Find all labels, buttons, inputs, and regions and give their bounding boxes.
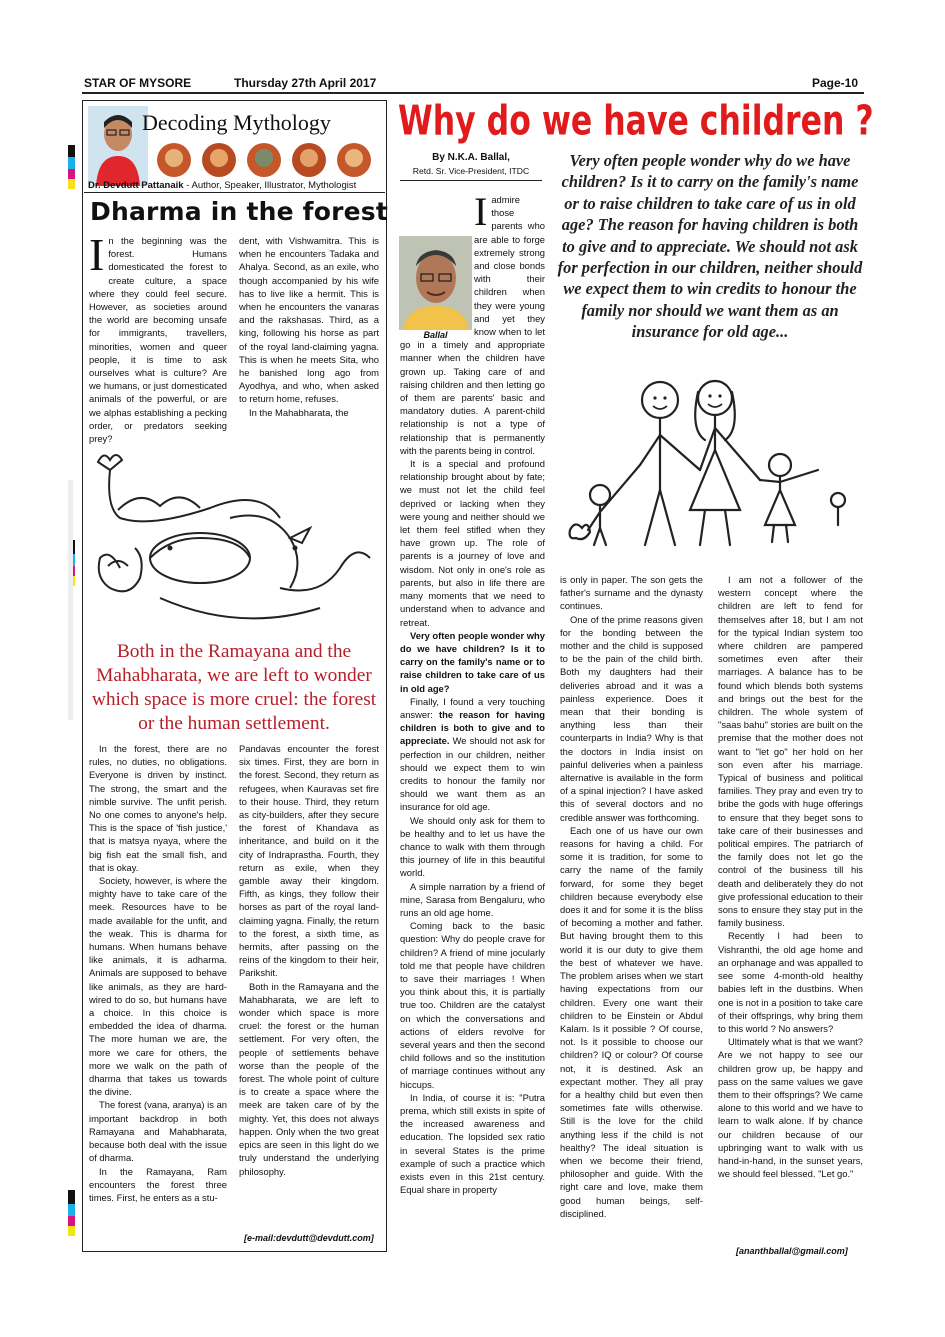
drop-cap: I	[89, 229, 105, 280]
reg-mark-cyan	[68, 157, 75, 169]
body-column-2: Pandavas encounter the forest six times. First, they are born in the forest. Second, they return as refugees, when Kauravas set fire to their house. Third, they return as city-builders, after they secure the forest of Khandava as inheritance, and build on it the city of Indraprastha. Fourth, they return as exile, when they gamble away their kingdom. Fifth, as kings, they follow their horses as part of the royal land-claiming yagna. Finally, the return to the forest, a sixth time, as hermits, after passing on the reins of the kingdom to their heir, Parikshit. Both in the Ramayana and the Mahabharata, we are left to wonder which space is more cruel: the forest or the human settlement. For very often, the people of settlements behave worse than the people of the forest. The whole point of culture is to create a space where the meek are taken care of by the mighty. Yet, this does not always happen. Only when the two great epics are seen in this light do we truly understand the underlying philosophy.	[239, 743, 379, 1177]
right-column-1: Iadmire those parents who are able to forge extremely strong and close bonds with their children when they were young and yet they know when to let go in a timely and appropriate manner when the children have grown up. Taking care of and raising children and then letting go of them are parents' basic and mandatory duties. A parent-child relationship is not a type of relationship that is permanently with the parents being in control. It is a special and profound relationship brought about by fate; we must not let the child feel deprived or lacking when they were young and neither should we let them feel stifled when they have grown up. The role of parents is a journey of love and wisdom. Not only in one's role as parents, but also in life there are many moments that we need to understand when to advance and retreat. Very often people wonder why do we have children? Is it to carry on the family's name or to raise children to take care of us in old age? Finally, I found a very touching answer: the reason for having children is both to give and to appreciate. We should not ask for perfection in our children, neither should we expect them to win credits to honour the family nor should we want them as an insurance for old age. We should only ask for them to be healthy and to let us have the chance to walk with them through this journey of life in this beautiful world. A simple narration by a friend of mine, Sarasa from Bengaluru, who runs an old age home. Coming back to the basic question: Why do people crave for children? A friend of mine jocularly told me that people have children to save their marriages ! When you think about this, it is partially true too. Children are the catalyst on which the conversations and actions of elders revolve for several years and then the second child follows and so the institution of marriage continues without any hiccups. In India, of course it is: "Putra prema, which still exists in spite of the increased awareness and education. The lopsided sex ratio in several States is the prime example of such a practice which exists even in this 21st century. Equal share in property	[400, 189, 545, 1196]
article-headline-children: Why do we have children ?	[398, 98, 874, 145]
issue-date: Thursday 27th April 2017	[234, 76, 377, 90]
grey-strip	[68, 480, 73, 720]
page-number: Page-10	[812, 76, 859, 90]
ballal-email: [ananthballal@gmail.com]	[736, 1246, 848, 1256]
author-role: - Author, Speaker, Illustrator, Mythologist	[183, 180, 357, 191]
column-banner	[84, 102, 384, 190]
article-headline: Dharma in the forest	[90, 197, 389, 226]
body-column-1: In the forest, there are no rules, no duties, no obligations. Everyone is driven by instinct. The strong, the smart and the nimble survive. The unfit perish. No one comes to anyone's help. This is the space of 'fish justice,' that is matsya nyaya, where the big fish eat the small fish, and that is okay. Society, however, is where the mighty have to take care of the meek. Resources have to be made available for the unfit, and the weak. This is dharma for humans. When humans behave like animals, it is adharma. Animals are supposed to behave like animals, as they are hard-wired to do so, but humans have a choice. In this choice is embedded the idea of dharma. The more human we are, the more we care for others, the more we walk on the path of dharma that takes us towards the divine. The forest (vana, aranya) is an important backdrop in both Ramayana and Mahabharata, because both deal with the issue of dharma. In the Ramayana, Ram encounters the forest three times. First, he enters as a stu-	[89, 743, 227, 1203]
photo-caption: Ballal	[399, 330, 472, 340]
banner-rule	[84, 192, 385, 193]
reg-mark-cyan	[68, 1204, 75, 1216]
byline-role: Retd. Sr. Vice-President, ITDC	[412, 166, 530, 176]
masthead-rule	[82, 92, 864, 94]
family-drawing	[560, 370, 860, 570]
standfirst: Very often people wonder why do we have children? Is it to carry on the family's name or to raise children to take care of us in old age? The reason for having children is both to give and to appreciate. We should not ask for perfection in our children, neither should we expect them to win credits to honour the family nor should we want them as an insurance for old age...	[557, 151, 863, 342]
author-photo	[88, 106, 148, 186]
byline-rule	[400, 180, 542, 181]
snake-frog-illustration	[90, 448, 380, 638]
deity-faces-icon	[154, 140, 384, 180]
reg-mark-black	[68, 145, 75, 157]
byline: By N.K.A. Ballal,	[432, 152, 510, 163]
reg-mark-black	[68, 1190, 75, 1204]
photo-float	[400, 193, 474, 338]
column-banner-title: Decoding Mythology	[142, 110, 331, 135]
drop-cap-i: I	[474, 189, 488, 234]
reg-mark-yellow	[68, 1226, 75, 1236]
author-email: [e-mail:devdutt@devdutt.com]	[244, 1233, 374, 1243]
intro-column-1: In the beginning was the forest. Humans domesticated the forest to create culture, a space where they could feel secure. However, as societies around the world are becoming unsafe for immigrants, travellers, minorities, women and queer people, it is time to ask ourselves what is culture? Are we humans, or just domesticated animals of the powerful, or are we alphas establishing a pecking order, or predators seeking prey?	[89, 229, 227, 445]
intro-column-2: dent, with Vishwamitra. This is when he encounters Tadaka and Ahalya. Second, as an exile, who though accompanied by his wife has to live like a hermit. This is when he encounters the vanaras and the rakshasas. Third, as a king, following his horse as part of the royal land-claiming yagna. This is when he meets Sita, who he banished long ago from Ayodhya, and who, when asked to return home, refuses. In the Mahabharata, the	[239, 235, 379, 418]
reg-mark-magenta	[68, 169, 75, 179]
author-byline	[88, 180, 356, 191]
paper-name: STAR OF MYSORE	[84, 76, 192, 90]
reg-mark-yellow	[68, 179, 75, 189]
author-name: Dr. Devdutt Pattanaik	[88, 180, 184, 191]
right-column-2: is only in paper. The son gets the father's surname and the dynasty continues. One of the prime reasons given for the bonding between the mother and the child is supposed to be the pain of the child birth. Both my daughters had their deliveries abroad and it was a painless experience. Does it mean that their bonding is anything less than their counterparts in India? Why is that the doctors in India insist on painful deliveries when a painless alternative is available in the form of a spinal injection? I have asked this of several doctors and no credible answer was forthcoming. Each one of us have our own reasons for having a child. For some it is tradition, for some to carry the name of the family forward, for some they beget children because everybody else does it and for some it is the bliss of becoming a mother and father. But having brought them to this world it is our duty to give them the best of whatever we have. The problem arises when we start having expectations from our children. Every one want their children to be Einstein or Abdul Kalam. Is it possible ? Of course, not. Is it possible to choose our children? IQ or colour? Of course not, it is destined. Ask an expectant mother. They all pray for a healthy child but even then sometimes fate wills otherwise. Still is the love for the child anything less if the child is not healthy? The ideal situation is when we become their friend, philosopher and guide. With the right care and love, make them good human beings, self-disciplined.	[560, 574, 703, 1219]
right-column-3: I am not a follower of the western concept where the children are left to fend for themselves after 18, but I am not for the typical Indian system too where children are pampered sometimes even after their marriages. A balance has to be found which blends both systems and brings out the best for the children. The whole system of "saas bahu" stories are built on the premise that the mother does not want to "let go" her hold on her son even after his marriage. Typical of business and political families. They pray and even try to bribe the gods with huge offerings to ensure that they beget sons to take care of their businesses and political empires. The patriarch of the family does not let go the control of the business till his death and deliberately they do not give professional education to their sons to ensure they stay put in the family business. Recently I had been to Vishranthi, the old age home and an orphanage and was appalled to see some 4-month-old healthy babies left in the dustbins. When one is not in a position to take care of their offsprings, why bring them to this world ? No answers? Ultimately what is that we want? Are we not happy to see our children grow up, be happy and pass on the same values we gave them to their offsprings? We came alone to this world and we have to learn to walk alone. If by chance our children because of our upbringing want to walk with us hand-in-hand, in the sunset years, we should feel blessed. "Let go."	[718, 574, 863, 1180]
pull-quote: Both in the Ramayana and the Mahabharata, we are left to wonder which space is more cruel: the forest or the human settlement.	[91, 641, 377, 734]
reg-mark-magenta	[68, 1216, 75, 1226]
